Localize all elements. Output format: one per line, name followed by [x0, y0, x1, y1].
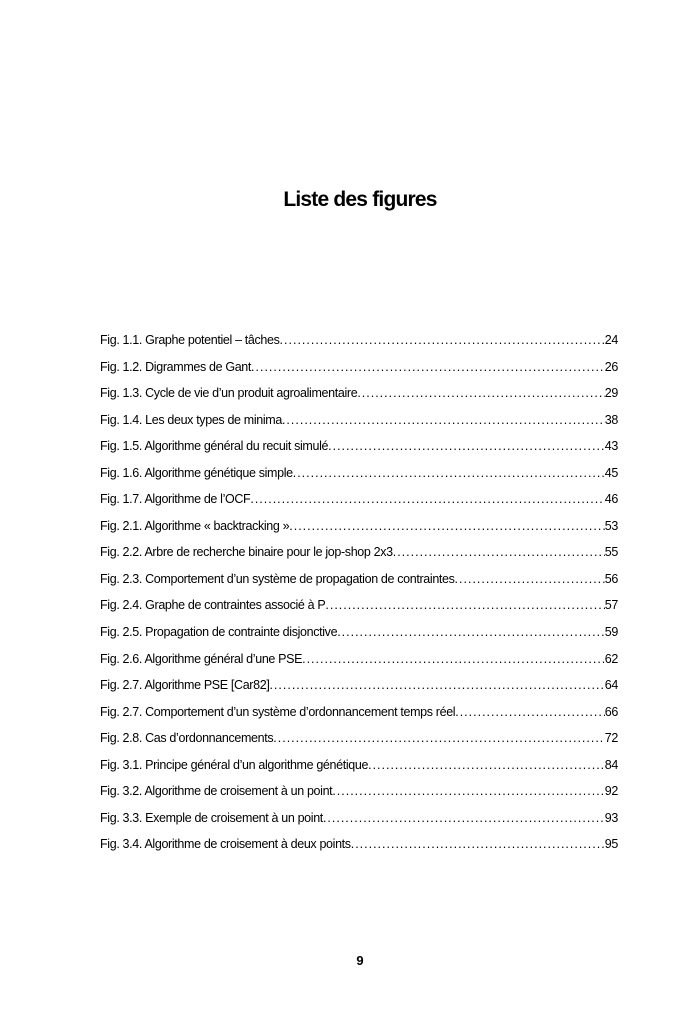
figure-page: 66 — [604, 704, 618, 719]
figure-label: Fig. 1.3. Cycle de vie d’un produit agroalimentaire — [100, 386, 358, 401]
dot-leader — [357, 386, 604, 400]
figure-page: 64 — [604, 678, 618, 693]
list-item — [100, 625, 618, 652]
dot-leader — [337, 625, 605, 639]
dot-leader — [282, 413, 605, 427]
dot-leader — [280, 333, 605, 347]
list-item — [100, 784, 618, 811]
figure-page: 46 — [604, 492, 618, 507]
figure-page: 29 — [604, 386, 618, 401]
figure-label: Fig. 3.3. Exemple de croisement à un point — [100, 810, 323, 825]
list-item — [100, 758, 618, 785]
figure-label: Fig. 2.8. Cas d’ordonnancements — [100, 731, 274, 746]
dot-leader — [302, 652, 605, 666]
figure-label: Fig. 2.6. Algorithme général d’une PSE — [100, 651, 303, 666]
list-item — [100, 545, 618, 572]
dot-leader — [289, 519, 605, 533]
figure-label: Fig. 3.2. Algorithme de croisement à un point — [100, 784, 333, 799]
figure-list — [100, 333, 618, 864]
figure-label: Fig. 2.7. Comportement d’un système d’ordonnancement temps réel — [100, 704, 456, 719]
figure-page: 84 — [604, 757, 618, 772]
list-item — [100, 413, 618, 440]
figure-page: 43 — [604, 439, 618, 454]
list-item — [100, 811, 618, 838]
figure-label: Fig. 2.5. Propagation de contrainte disjonctive — [100, 625, 338, 640]
figure-label: Fig. 2.3. Comportement d’un système de propagation de contraintes — [100, 571, 455, 586]
page-number: 9 — [356, 953, 364, 968]
figure-page: 57 — [604, 598, 618, 613]
list-item — [100, 386, 618, 413]
dot-leader — [455, 572, 605, 586]
dot-leader — [323, 811, 605, 825]
dot-leader — [293, 466, 605, 480]
figure-label: Fig. 3.1. Principe général d’un algorithme génétique — [100, 757, 369, 772]
figure-page: 26 — [604, 359, 618, 374]
dot-leader — [455, 705, 605, 719]
list-item — [100, 466, 618, 493]
dot-leader — [332, 784, 604, 798]
figure-label: Fig. 3.4. Algorithme de croisement à deux points — [100, 837, 351, 852]
dot-leader — [368, 758, 605, 772]
figure-label: Fig. 2.2. Arbre de recherche binaire pour le jop-shop 2x3 — [100, 545, 393, 560]
figure-page: 93 — [604, 810, 618, 825]
figure-label: Fig. 2.7. Algorithme PSE [Car82] — [100, 678, 270, 693]
dot-leader — [273, 731, 605, 745]
figure-label: Fig. 1.6. Algorithme génétique simple — [100, 465, 293, 480]
figure-page: 62 — [604, 651, 618, 666]
figure-label: Fig. 2.1. Algorithme « backtracking » — [100, 518, 290, 533]
dot-leader — [250, 492, 604, 506]
figure-label: Fig. 1.2. Digrammes de Gant — [100, 359, 252, 374]
page-title: Liste des figures — [283, 188, 437, 211]
figure-label: Fig. 1.7. Algorithme de l’OCF — [100, 492, 251, 507]
figure-page: 59 — [604, 625, 618, 640]
figure-page: 72 — [604, 731, 618, 746]
figure-page: 56 — [604, 571, 618, 586]
figure-page: 55 — [604, 545, 618, 560]
list-item — [100, 652, 618, 679]
list-item — [100, 837, 618, 864]
figure-label: Fig. 2.4. Graphe de contraintes associé à P — [100, 598, 326, 613]
list-item — [100, 598, 618, 625]
list-item — [100, 572, 618, 599]
list-item — [100, 439, 618, 466]
dot-leader — [328, 439, 605, 453]
list-item — [100, 360, 618, 387]
dot-leader — [393, 545, 605, 559]
figure-page: 53 — [604, 518, 618, 533]
figure-page: 95 — [604, 837, 618, 852]
dot-leader — [251, 360, 605, 374]
figure-label: Fig. 1.5. Algorithme général du recuit simulé — [100, 439, 329, 454]
figure-label: Fig. 1.1. Graphe potentiel – tâches — [100, 333, 280, 347]
figure-page: 24 — [604, 333, 618, 347]
list-item — [100, 678, 618, 705]
dot-leader — [269, 678, 604, 692]
figure-page: 45 — [604, 465, 618, 480]
dot-leader — [351, 837, 605, 851]
list-item — [100, 333, 618, 360]
dot-leader — [325, 598, 604, 612]
list-item — [100, 705, 618, 732]
list-item — [100, 519, 618, 546]
figure-label: Fig. 1.4. Les deux types de minima — [100, 412, 282, 427]
figure-page: 38 — [604, 412, 618, 427]
list-item — [100, 731, 618, 758]
figure-page: 92 — [604, 784, 618, 799]
list-item — [100, 492, 618, 519]
